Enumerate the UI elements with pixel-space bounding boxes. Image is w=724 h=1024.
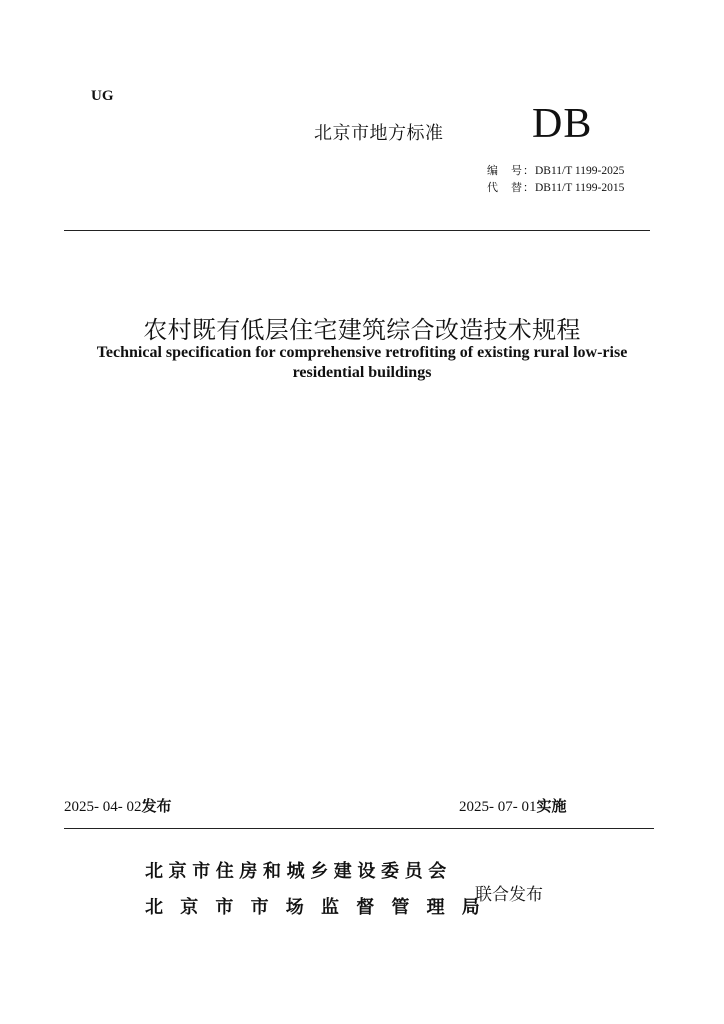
joint-release-label: 联合发布 (475, 885, 543, 905)
document-title-cn: 农村既有低层住宅建筑综合改造技术规程 (143, 316, 581, 344)
classification-code: UG (91, 88, 114, 104)
standard-number-label: 编 号： (487, 164, 535, 177)
standard-type: 北京市地方标准 (314, 123, 444, 144)
document-title-en: Technical specification for comprehensive retrofiting of existing rural low-rise residential buildings (96, 344, 628, 381)
release-date: 2025- 04- 02 (64, 799, 142, 815)
replaces-value: DB11/T 1199-2015 (535, 182, 625, 194)
top-divider (64, 230, 650, 231)
db-mark: DB (532, 101, 593, 147)
replaces-row (487, 179, 624, 195)
issuer-market-regulation: 北京市市场监督管理局 (145, 897, 497, 918)
implement-date-line (459, 795, 567, 816)
replaces-label: 代 替： (487, 181, 535, 194)
bottom-divider (64, 828, 654, 829)
standard-number-value: DB11/T 1199-2025 (535, 165, 625, 177)
release-label: 发布 (141, 797, 172, 815)
release-date-line (64, 795, 172, 816)
implement-date: 2025- 07- 01 (459, 799, 537, 815)
standard-number-row (487, 162, 624, 178)
implement-label: 实施 (536, 797, 567, 815)
issuer-housing-commission: 北京市住房和城乡建设委员会 (145, 861, 452, 882)
